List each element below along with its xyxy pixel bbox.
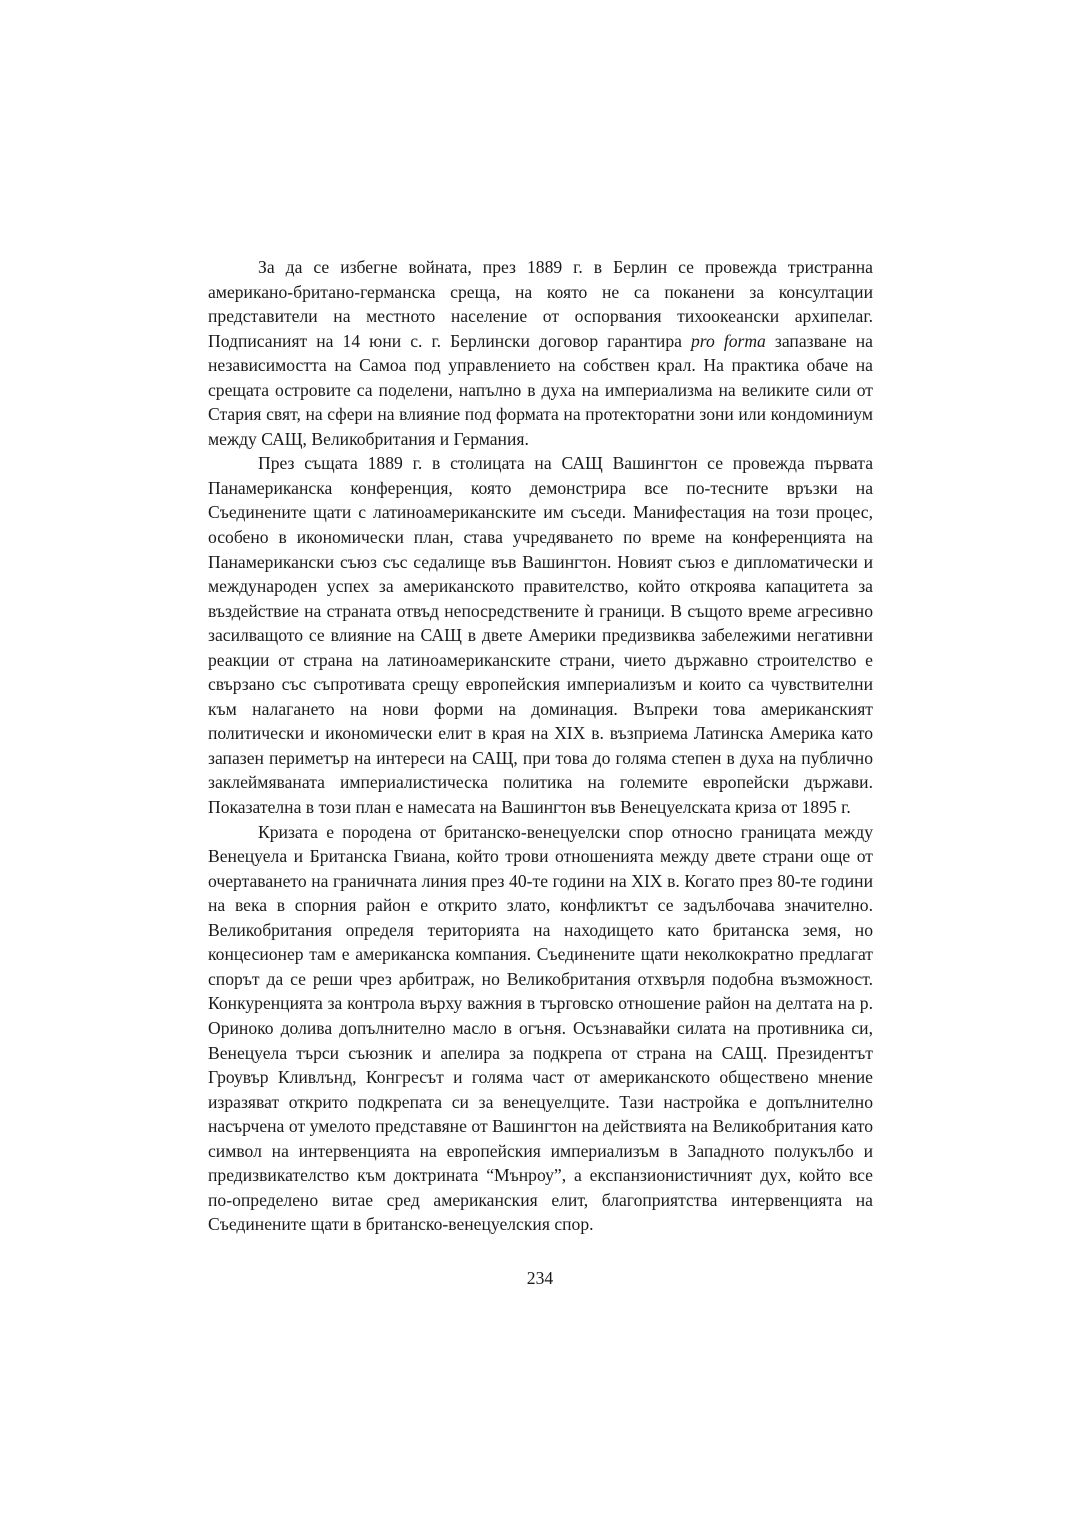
paragraph-1-before: За да се избегне войната, през 1889 г. в Берлин се провежда тристранна американо-британо-германска среща, на която не са поканени за консултации представители на местното население от оспорвания тихоокеански архипелаг. Подписаният на 14 юни с. г. Берлински договор гарантира (208, 257, 873, 351)
paragraph-2: През същата 1889 г. в столицата на САЩ Вашингтон се провежда първата Панамериканска конференция, която демонстрира все по-тесните връзки на Съединените щати с латиноамериканските им съседи. Манифестация на този процес, особено в икономически план, става учредяването по време на конференцията на Панамерикански съюз със седалище във Вашингтон. Новият съюз е дипломатически и международен успех за американското правителство, който откроява капацитета за въздействие на страната отвъд непосредствените ѝ граници. В същото време агресивно засилващото се влияние на САЩ в двете Америки предизвиква забележими негативни реакции от страна на латиноамериканските страни, чието държавно строителство е свързано със съпротивата срещу европейския империализъм и които са чувствителни към налагането на нови форми на доминация. Въпреки това американският политически и икономически елит в края на XIX в. възприема Латинска Америка като запазен периметър на интереси на САЩ, при това до голяма степен в духа на публично заклеймяваната империалистическа политика на големите европейски държави. Показателна в този план е намесата на Вашингтон във Венецуелската криза от 1895 г. (208, 453, 873, 818)
paragraph-1 (208, 255, 873, 451)
paragraph-3: Кризата е породена от британско-венецуелски спор относно границата между Венецуела и Британска Гвиана, който трови отношенията между двете страни още от очертаването на граничната линия през 40-те години на XIX в. Когато през 80-те години на века в спорния район е открито злато, конфликтът се задълбочава значително. Великобритания определя територията на находището като британска земя, но концесионер там е американска компания. Съединените щати неколкократно предлагат спорът да се реши чрез арбитраж, но Великобритания отхвърля подобна възможност. Конкуренцията за контрола върху важния в търговско отношение район на делтата на р. Ориноко долива допълнително масло в огъня. Осъзнавайки силата на противника си, Венецуела търси съюзник и апелира за подкрепа от страна на САЩ. Президентът Гроувър Кливлънд, Конгресът и голяма част от американското обществено мнение изразяват открито подкрепата си за венецуелците. Тази настройка е допълнително насърчена от умелото представяне от Вашингтон на действията на Великобритания като символ на интервенцията на европейския империализъм в Западното полукълбо и предизвикателство към доктрината “Мънроу”, а експанзионистичният дух, който все по-определено витае сред американския елит, благоприятства интервенцията на Съединените щати в британско-венецуелския спор. (208, 821, 873, 1235)
body-text (208, 255, 873, 1237)
paragraph-1-after: запазване на независимостта на Самоа под управлението на собствен крал. На практика обаче на срещата островите са поделени, напълно в духа на империализма на великите сили от Стария свят, на сфери на влияние под формата на протекторатни зони или кондоминиум между САЩ, Великобритания и Германия. (208, 330, 873, 449)
italic-term: pro forma (690, 330, 766, 351)
page-number: 234 (526, 1268, 554, 1288)
